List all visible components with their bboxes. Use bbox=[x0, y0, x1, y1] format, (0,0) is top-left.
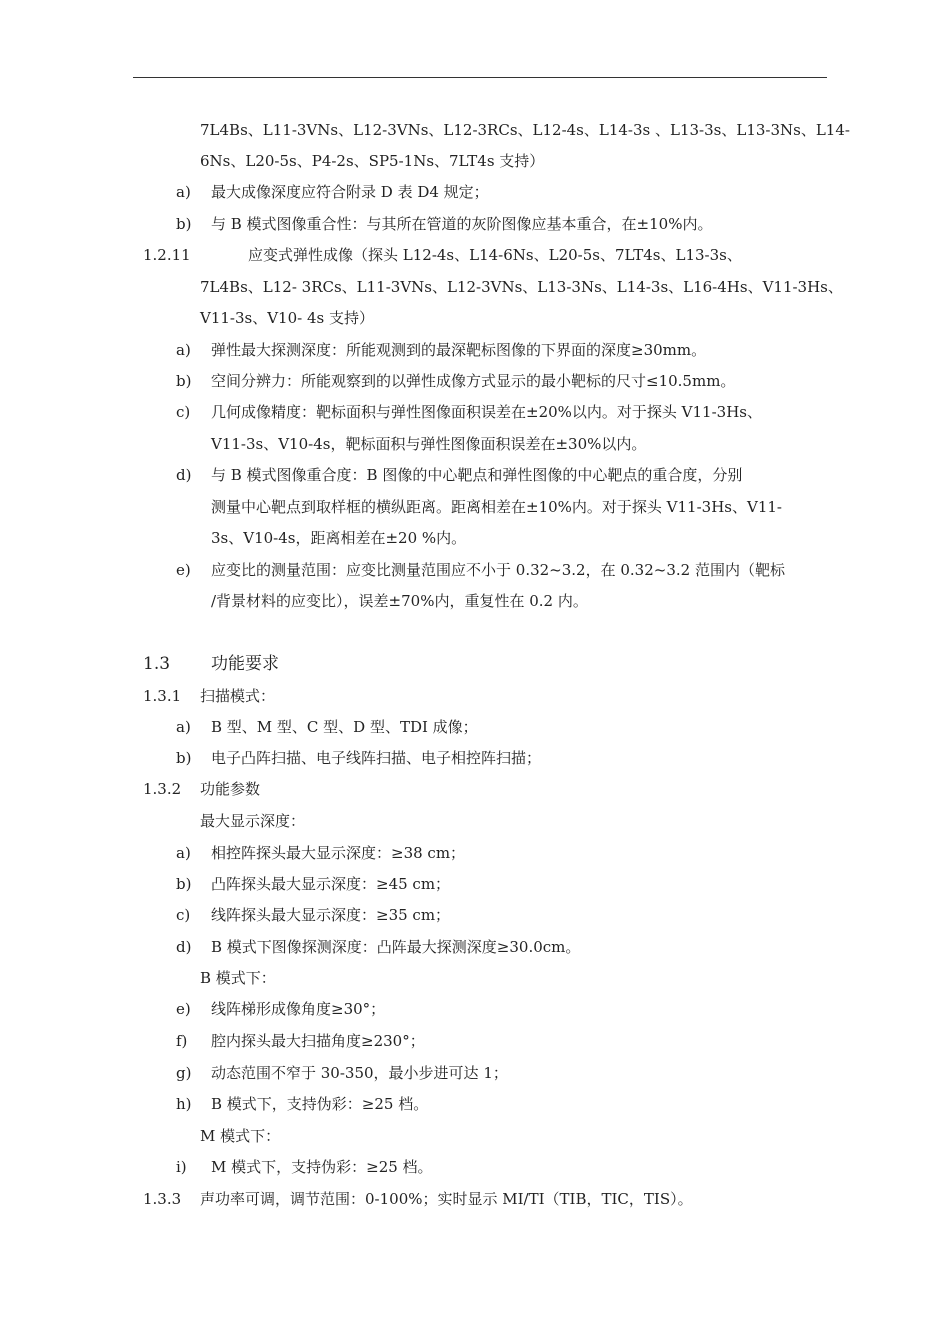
subheading: M 模式下： bbox=[200, 1127, 281, 1145]
list-marker: a) bbox=[176, 718, 191, 736]
list-marker: h) bbox=[176, 1095, 192, 1113]
list-marker: c) bbox=[176, 403, 191, 421]
section-number: 1.3.3 bbox=[143, 1190, 182, 1208]
list-item-text: 腔内探头最大扫描角度≥230°； bbox=[211, 1032, 425, 1050]
text-line: V11-3s、V10- 4s 支持） bbox=[200, 309, 374, 327]
list-item-text: 空间分辨力：所能观察到的以弹性成像方式显示的最小靶标的尺寸≤10.5mm。 bbox=[211, 372, 736, 390]
list-marker: f) bbox=[176, 1032, 188, 1050]
list-marker: b) bbox=[176, 875, 192, 893]
text-line: /背景材料的应变比），误差±70%内，重复性在 0.2 内。 bbox=[211, 592, 588, 610]
list-item-text: M 模式下，支持伪彩：≥25 档。 bbox=[211, 1158, 433, 1176]
text-line: 3s、V10-4s，距离相差在±20 %内。 bbox=[211, 529, 467, 547]
list-marker: a) bbox=[176, 341, 191, 359]
list-item-text: 最大成像深度应符合附录 D 表 D4 规定； bbox=[211, 183, 489, 201]
list-marker: a) bbox=[176, 183, 191, 201]
subheading: 最大显示深度： bbox=[200, 812, 306, 830]
section-heading: 功能要求 bbox=[211, 654, 279, 674]
list-item-text: B 模式下，支持伪彩：≥25 档。 bbox=[211, 1095, 429, 1113]
section-text: 扫描模式： bbox=[200, 687, 276, 705]
text-line: V11-3s、V10-4s，靶标面积与弹性图像面积误差在±30%以内。 bbox=[211, 435, 647, 453]
list-marker: i) bbox=[176, 1158, 187, 1176]
subheading: B 模式下： bbox=[200, 969, 276, 987]
list-marker: c) bbox=[176, 906, 191, 924]
list-marker: e) bbox=[176, 561, 191, 579]
list-item-text: 弹性最大探测深度：所能观测到的最深靶标图像的下界面的深度≥30mm。 bbox=[211, 341, 707, 359]
list-item-text: B 型、M 型、C 型、D 型、TDI 成像； bbox=[211, 718, 478, 736]
list-item-text: B 模式下图像探测深度：凸阵最大探测深度≥30.0cm。 bbox=[211, 938, 581, 956]
list-item-text: 线阵梯形成像角度≥30°； bbox=[211, 1000, 386, 1018]
section-text: 应变式弹性成像（探头 L12-4s、L14-6Ns、L20-5s、7LT4s、L13-3s、 bbox=[248, 246, 742, 264]
list-marker: b) bbox=[176, 749, 192, 767]
list-marker: d) bbox=[176, 466, 192, 484]
list-item-text: 与 B 模式图像重合性：与其所在管道的灰阶图像应基本重合，在±10%内。 bbox=[211, 215, 713, 233]
section-text: 声功率可调，调节范围：0-100%；实时显示 MI/TI（TIB，TIC，TIS）。 bbox=[200, 1190, 693, 1208]
list-item-text: 几何成像精度：靶标面积与弹性图像面积误差在±20%以内。对于探头 V11-3Hs、 bbox=[211, 403, 762, 421]
section-number: 1.3.2 bbox=[143, 780, 182, 798]
list-marker: e) bbox=[176, 1000, 191, 1018]
list-item-text: 凸阵探头最大显示深度：≥45 cm； bbox=[211, 875, 451, 893]
text-line: 测量中心靶点到取样框的横纵距离。距离相差在±10%内。对于探头 V11-3Hs、V11- bbox=[211, 498, 782, 516]
list-item-text: 动态范围不窄于 30-350，最小步进可达 1； bbox=[211, 1064, 508, 1082]
section-number: 1.3 bbox=[143, 654, 171, 674]
text-line: 7L4Bs、L12- 3RCs、L11-3VNs、L12-3VNs、L13-3Ns、L14-3s、L16-4Hs、V11-3Hs、 bbox=[200, 278, 843, 296]
section-text: 功能参数 bbox=[200, 780, 261, 798]
list-item-text: 线阵探头最大显示深度：≥35 cm； bbox=[211, 906, 451, 924]
list-item-text: 电子凸阵扫描、电子线阵扫描、电子相控阵扫描； bbox=[211, 749, 542, 767]
list-marker: g) bbox=[176, 1064, 192, 1082]
list-item-text: 相控阵探头最大显示深度：≥38 cm； bbox=[211, 844, 466, 862]
text-line: 7L4Bs、L11-3VNs、L12-3VNs、L12-3RCs、L12-4s、L14-3s 、L13-3s、L13-3Ns、L14- bbox=[200, 121, 850, 139]
list-item-text: 应变比的测量范围：应变比测量范围应不小于 0.32~3.2，在 0.32~3.2 范围内（靶标 bbox=[211, 561, 785, 579]
section-number: 1.2.11 bbox=[143, 246, 191, 264]
list-marker: a) bbox=[176, 844, 191, 862]
header-rule bbox=[133, 77, 827, 78]
text-line: 6Ns、L20-5s、P4-2s、SP5-1Ns、7LT4s 支持） bbox=[200, 152, 545, 170]
list-marker: d) bbox=[176, 938, 192, 956]
section-number: 1.3.1 bbox=[143, 687, 182, 705]
list-marker: b) bbox=[176, 372, 192, 390]
list-marker: b) bbox=[176, 215, 192, 233]
list-item-text: 与 B 模式图像重合度：B 图像的中心靶点和弹性图像的中心靶点的重合度，分别 bbox=[211, 466, 743, 484]
